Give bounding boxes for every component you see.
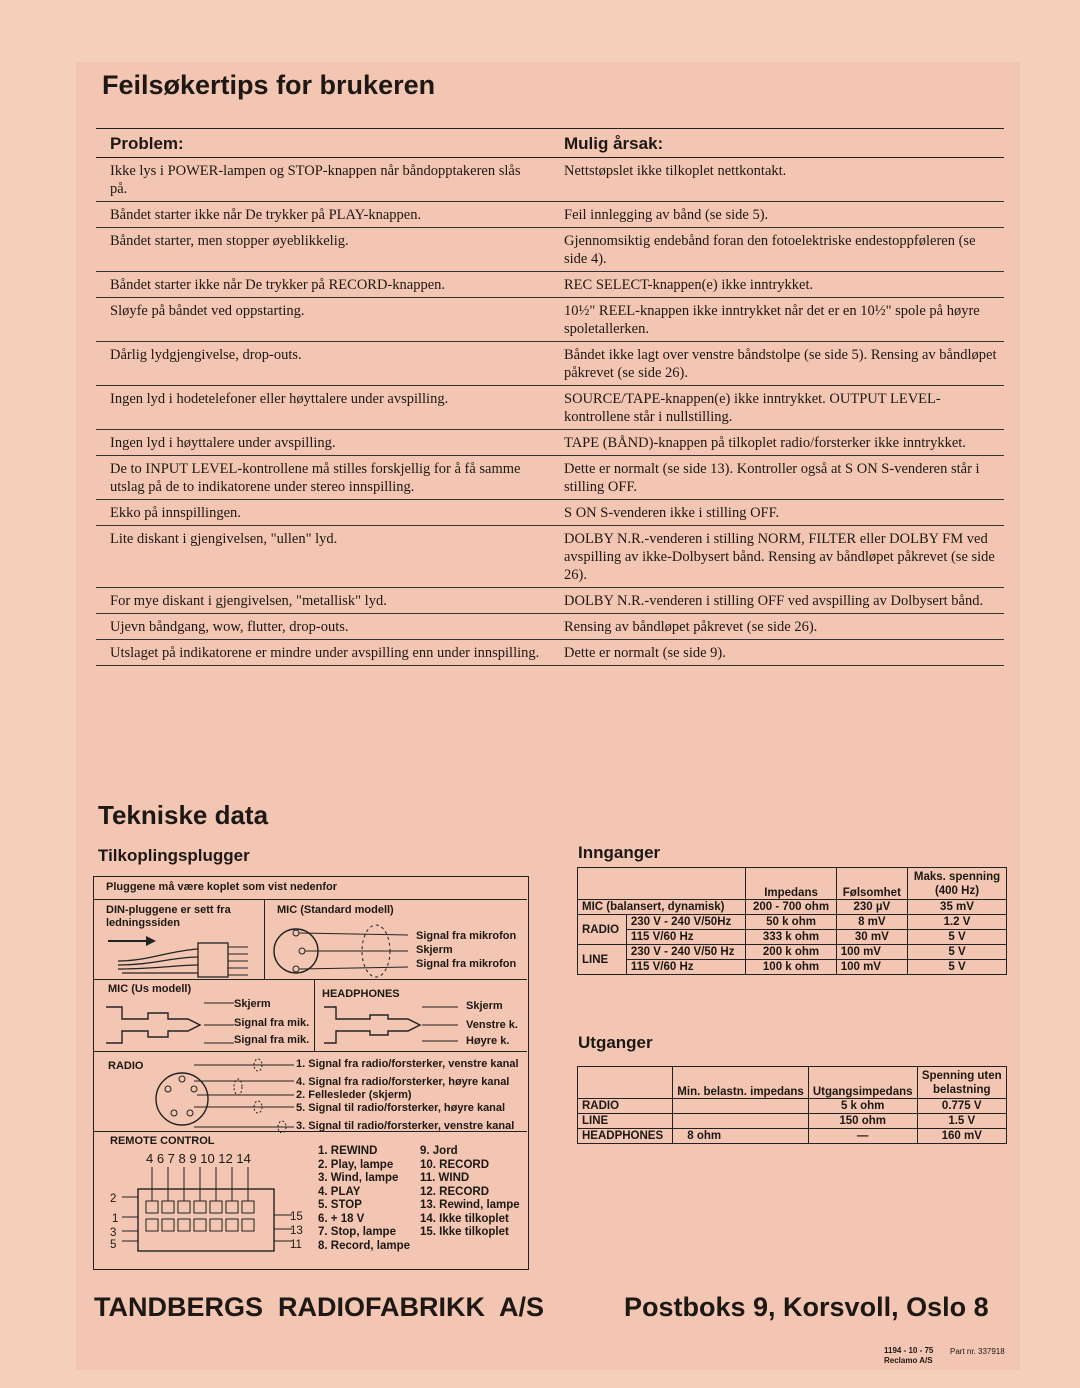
inputs-header-impedance: Impedans	[746, 868, 836, 900]
printer-name: Reclamo A/S	[884, 1356, 933, 1365]
outputs-header-output-impedance: Utgangsimpedans	[808, 1067, 917, 1099]
outputs-title: Utganger	[578, 1033, 653, 1052]
cause-cell: Dette er normalt (se side 9).	[564, 645, 726, 661]
radio-pin-4: 4. Signal fra radio/forsterker, høyre kanal	[296, 1076, 510, 1088]
outputs-header-open-voltage: Spenning uten belastning	[917, 1067, 1006, 1099]
cause-cell: Gjennomsiktig endebånd foran den fotoelektriske endestoppføleren (se side 4).	[564, 233, 976, 267]
cause-column-header: Mulig årsak:	[564, 133, 664, 153]
cause-cell: S ON S-venderen ikke i stilling OFF.	[564, 505, 780, 521]
remote-pin-item: 8. Record, lampe	[318, 1239, 411, 1252]
mic-std-signal-3: Signal fra mikrofon	[416, 958, 517, 970]
problem-cell: Båndet starter, men stopper øyeblikkelig.	[110, 233, 349, 249]
inputs-title: Innganger	[578, 843, 661, 862]
cause-cell: Rensing av båndløpet påkrevet (se side 26).	[564, 619, 818, 635]
outputs-cell: LINE	[578, 1114, 673, 1129]
troubleshooting-row	[96, 272, 1004, 298]
outputs-cell: HEADPHONES	[578, 1129, 673, 1144]
inputs-mic-max: 35 mV	[908, 900, 1007, 915]
remote-pin-item: 1. REWIND	[318, 1145, 378, 1157]
headphones-signal-3: Høyre k.	[466, 1035, 510, 1047]
inputs-radio-sensitivity-2: 30 mV	[836, 930, 907, 945]
inputs-radio-impedance-1: 50 k ohm	[746, 915, 836, 930]
outputs-table	[577, 1066, 1007, 1144]
plugs-diagram	[93, 876, 529, 1270]
troubleshooting-row	[96, 588, 1004, 614]
troubleshooting-row	[96, 158, 1004, 202]
outputs-cell: RADIO	[578, 1099, 673, 1114]
inputs-radio-max-2: 5 V	[908, 930, 1007, 945]
remote-pin-list-b	[420, 1145, 520, 1240]
remote-pin-item: 11. WIND	[420, 1172, 470, 1184]
problem-cell: Dårlig lydgjengivelse, drop-outs.	[110, 347, 302, 363]
cause-cell: TAPE (BÅND)-knappen på tilkoplet radio/forsterker ikke inntrykket.	[564, 435, 966, 451]
inputs-line-sensitivity-2: 100 mV	[836, 960, 907, 975]
outputs-cell: 160 mV	[917, 1129, 1006, 1144]
troubleshooting-row	[96, 386, 1004, 430]
problem-cell: Ekko på innspillingen.	[110, 505, 241, 521]
troubleshooting-header	[96, 128, 1004, 158]
remote-pin-item: 4. PLAY	[318, 1185, 361, 1198]
inputs-radio-label: RADIO	[578, 915, 627, 945]
problem-cell: De to INPUT LEVEL-kontrollene må stilles forskjellig for å få samme utslag på de to indikatorene under stereo innspilling.	[110, 461, 521, 495]
remote-pin-item: 7. Stop, lampe	[318, 1226, 396, 1238]
remote-left-2: 2	[110, 1193, 117, 1205]
plugs-note: Pluggene må være koplet som vist nedenfor	[106, 881, 338, 893]
inputs-mic-sensitivity: 230 µV	[836, 900, 907, 915]
outputs-cell: 1.5 V	[917, 1114, 1006, 1129]
troubleshooting-row	[96, 298, 1004, 342]
remote-pin-item: 3. Wind, lampe	[318, 1172, 399, 1184]
inputs-radio-impedance-2: 333 k ohm	[746, 930, 836, 945]
outputs-row	[578, 1099, 1007, 1114]
outputs-cell: 5 k ohm	[808, 1099, 917, 1114]
radio-pin-3: 3. Signal til radio/forsterker, venstre kanal	[296, 1120, 515, 1132]
troubleshooting-title: Feilsøkertips for brukeren	[102, 70, 436, 100]
outputs-row	[578, 1114, 1007, 1129]
problem-cell: Sløyfe på båndet ved oppstarting.	[110, 303, 305, 319]
radio-pin-1: 1. Signal fra radio/forsterker, venstre kanal	[296, 1058, 519, 1070]
inputs-header-sensitivity: Følsomhet	[836, 868, 907, 900]
cause-cell: DOLBY N.R.-venderen i stilling OFF ved avspilling av Dolbysert bånd.	[564, 593, 984, 609]
troubleshooting-table	[96, 128, 1004, 666]
outputs-cell	[673, 1099, 809, 1114]
outputs-rows	[578, 1099, 1007, 1144]
problem-cell: Ingen lyd i høyttalere under avspilling.	[110, 435, 336, 451]
inputs-radio-voltage-2: 115 V/60 Hz	[626, 930, 745, 945]
troubleshooting-row	[96, 342, 1004, 386]
headphones-label: HEADPHONES	[322, 988, 400, 1000]
print-code: 1194 - 10 - 75	[884, 1346, 934, 1355]
remote-pin-item: 15. Ikke tilkoplet	[420, 1226, 509, 1238]
remote-right-13: 13	[290, 1225, 303, 1237]
inputs-radio-sensitivity-1: 8 mV	[836, 915, 907, 930]
problem-cell: Båndet starter ikke når De trykker på RECORD-knappen.	[110, 277, 446, 293]
mic-standard-label: MIC (Standard modell)	[277, 904, 394, 916]
inputs-line-max-1: 5 V	[908, 945, 1007, 960]
headphones-signal-2: Venstre k.	[466, 1019, 518, 1031]
remote-pin-item: 10. RECORD	[420, 1158, 490, 1171]
problem-cell: Ingen lyd i hodetelefoner eller høyttalere under avspilling.	[110, 391, 449, 407]
remote-left-5: 5	[110, 1239, 117, 1251]
company-name: TANDBERGS RADIOFABRIKK A/S	[94, 1292, 545, 1322]
din-plug-icon	[108, 931, 258, 979]
tech-data-title: Tekniske data	[98, 800, 269, 830]
inputs-radio-max-1: 1.2 V	[908, 915, 1007, 930]
radio-label: RADIO	[108, 1060, 144, 1072]
outputs-cell: —	[808, 1129, 917, 1144]
problem-cell: Lite diskant i gjengivelsen, "ullen" lyd.	[110, 531, 338, 547]
remote-pin-item: 12. RECORD	[420, 1185, 490, 1198]
remote-top-numbers: 4 6 7 8 9 10 12 14	[146, 1151, 251, 1166]
troubleshooting-rows	[96, 158, 1004, 666]
mic-us-jack-icon	[104, 997, 234, 1047]
inputs-mic-impedance: 200 - 700 ohm	[746, 900, 836, 915]
mic-std-signal-2: Skjerm	[416, 944, 453, 956]
inputs-line-impedance-1: 200 k ohm	[746, 945, 836, 960]
plugs-title: Tilkoplingsplugger	[98, 846, 250, 865]
inputs-line-voltage-1: 230 V - 240 V/50 Hz	[626, 945, 745, 960]
outputs-row	[578, 1129, 1007, 1144]
cause-cell: Båndet ikke lagt over venstre båndstolpe (se side 5). Rensing av båndløpet påkrevet (se side 26).	[564, 347, 997, 381]
inputs-line-voltage-2: 115 V/60 Hz	[626, 960, 745, 975]
remote-pin-item: 5. STOP	[318, 1199, 362, 1211]
mic-std-signal-1: Signal fra mikrofon	[416, 930, 517, 942]
cause-cell: REC SELECT-knappen(e) ikke inntrykket.	[564, 277, 814, 293]
outputs-header-min-load: Min. belastn. impedans	[673, 1067, 809, 1099]
troubleshooting-row	[96, 526, 1004, 588]
outputs-cell: 8 ohm	[673, 1129, 809, 1144]
problem-cell: Ikke lys i POWER-lampen og STOP-knappen når båndopptakeren slås på.	[110, 163, 521, 197]
part-number: Part nr. 337918	[950, 1347, 1005, 1356]
troubleshooting-row	[96, 614, 1004, 640]
troubleshooting-row	[96, 500, 1004, 526]
troubleshooting-row	[96, 430, 1004, 456]
troubleshooting-row	[96, 228, 1004, 272]
remote-pin-item: 2. Play, lampe	[318, 1158, 394, 1171]
remote-pin-list-a	[318, 1145, 410, 1253]
headphones-signal-1: Skjerm	[466, 1000, 503, 1012]
remote-connector-icon	[122, 1167, 312, 1267]
problem-cell: Utslaget på indikatorene er mindre under avspilling enn under innspilling.	[110, 645, 540, 661]
mic-us-signal-1: Skjerm	[234, 998, 271, 1010]
remote-control-label: REMOTE CONTROL	[110, 1135, 215, 1147]
inputs-line-impedance-2: 100 k ohm	[746, 960, 836, 975]
troubleshooting-row	[96, 640, 1004, 666]
troubleshooting-row	[96, 202, 1004, 228]
inputs-header-max-voltage: Maks. spenning (400 Hz)	[908, 868, 1007, 900]
remote-right-15: 15	[290, 1211, 303, 1223]
problem-cell: Ujevn båndgang, wow, flutter, drop-outs.	[110, 619, 349, 635]
outputs-cell: 150 ohm	[808, 1114, 917, 1129]
cause-cell: SOURCE/TAPE-knappen(e) ikke inntrykket. OUTPUT LEVEL-kontrollene står i nullstilling.	[564, 391, 941, 425]
inputs-radio-voltage-1: 230 V - 240 V/50Hz	[626, 915, 745, 930]
radio-connector-icon	[154, 1055, 294, 1133]
cause-cell: Feil innlegging av bånd (se side 5).	[564, 207, 769, 223]
mic-us-signal-3: Signal fra mik.	[234, 1034, 310, 1046]
troubleshooting-row	[96, 456, 1004, 500]
company-address: Postboks 9, Korsvoll, Oslo 8	[624, 1292, 989, 1322]
problem-cell: Båndet starter ikke når De trykker på PLAY-knappen.	[110, 207, 422, 223]
cause-cell: 10½" REEL-knappen ikke inntrykket når det er en 10½" spole på høyre spoletallerken.	[564, 303, 980, 337]
remote-left-3: 3	[110, 1227, 117, 1239]
mic-us-signal-2: Signal fra mik.	[234, 1017, 310, 1029]
problem-column-header: Problem:	[110, 133, 184, 153]
cause-cell: DOLBY N.R.-venderen i stilling NORM, FILTER eller DOLBY FM ved avspilling av ikke-Dolbysert bånd. Rensing av båndløpet påkrevet (se side 26).	[564, 531, 995, 583]
remote-pin-item: 6. + 18 V	[318, 1212, 365, 1225]
mic-standard-connector-icon	[272, 921, 412, 981]
remote-pin-item: 9. Jord	[420, 1145, 458, 1157]
inputs-table	[577, 867, 1007, 975]
cause-cell: Nettstøpslet ikke tilkoplet nettkontakt.	[564, 163, 787, 179]
inputs-line-max-2: 5 V	[908, 960, 1007, 975]
radio-pin-2: 2. Fellesleder (skjerm)	[296, 1089, 412, 1101]
inputs-line-label: LINE	[578, 945, 627, 975]
inputs-mic-label: MIC (balansert, dynamisk)	[578, 900, 746, 915]
cause-cell: Dette er normalt (se side 13). Kontroller også at S ON S-venderen står i stilling OFF.	[564, 461, 980, 495]
outputs-cell	[673, 1114, 809, 1129]
din-label: DIN-pluggene er sett fra ledningssiden	[106, 904, 231, 929]
inputs-line-sensitivity-1: 100 mV	[836, 945, 907, 960]
remote-left-1: 1	[112, 1213, 119, 1225]
headphones-jack-icon	[322, 1001, 458, 1047]
problem-cell: For mye diskant i gjengivelsen, "metallisk" lyd.	[110, 593, 387, 609]
mic-us-label: MIC (Us modell)	[108, 983, 192, 995]
remote-right-11: 11	[290, 1239, 302, 1251]
remote-pin-item: 13. Rewind, lampe	[420, 1199, 520, 1211]
radio-pin-5: 5. Signal til radio/forsterker, høyre kanal	[296, 1102, 506, 1114]
remote-pin-item: 14. Ikke tilkoplet	[420, 1212, 509, 1225]
outputs-cell: 0.775 V	[917, 1099, 1006, 1114]
